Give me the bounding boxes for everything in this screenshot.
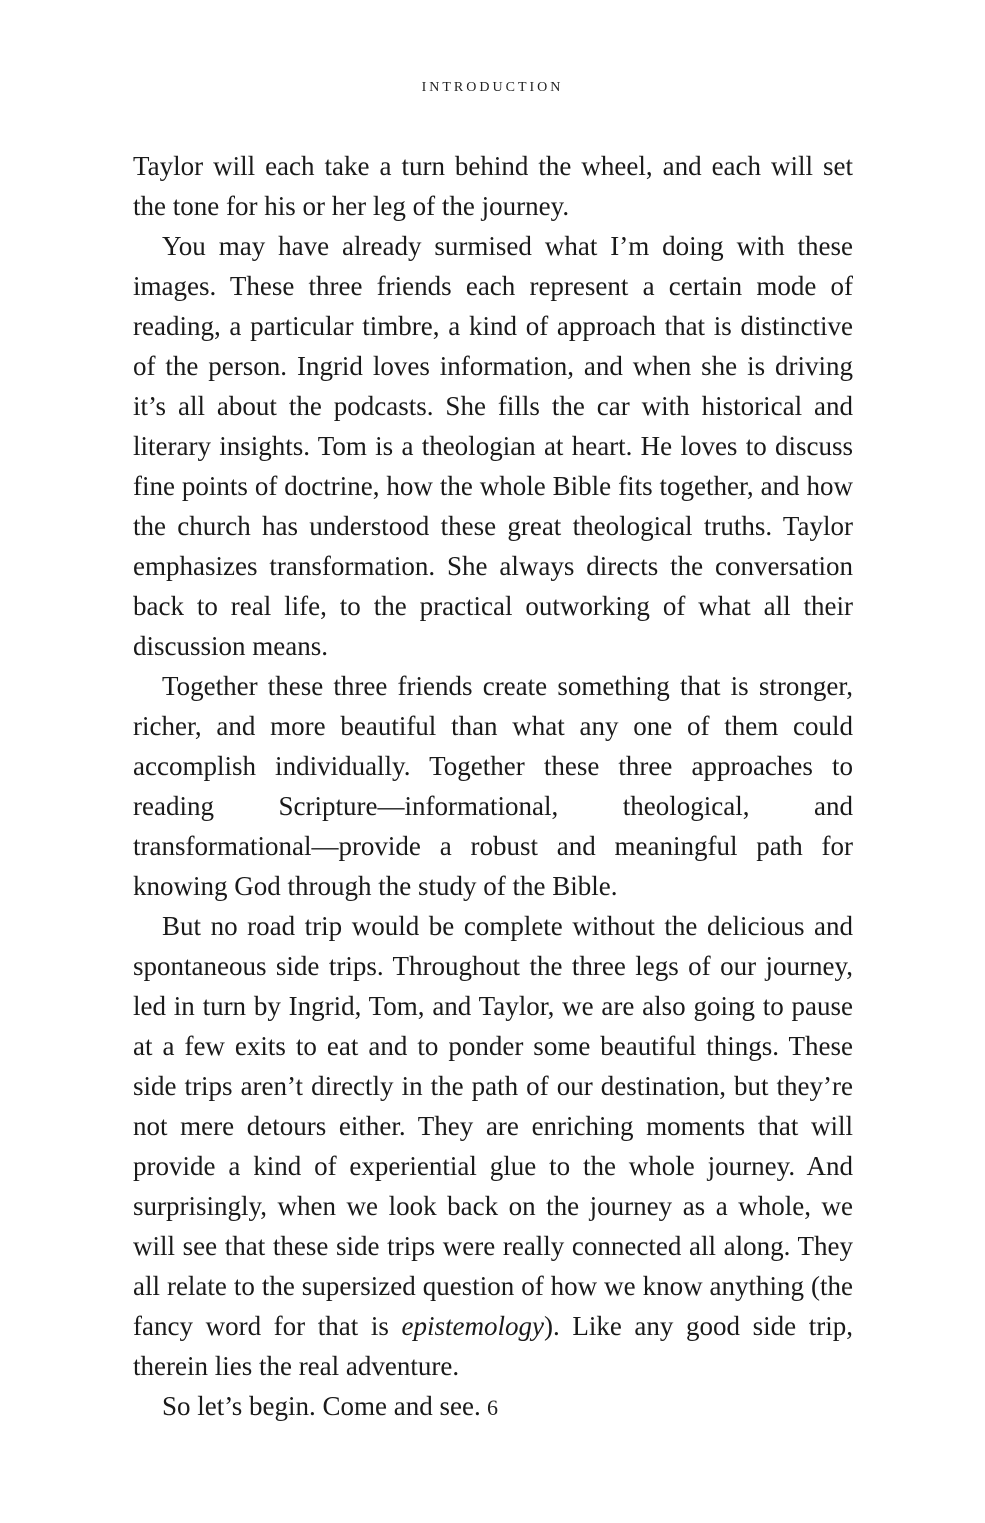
paragraph-2: You may have already surmised what I’m doing with these images. These three friends each represent a certain mode of reading, a particular timbre, a kind of approach that is distinctive of the person. Ingrid loves information, and when she is driving it’s all about the podcasts. She fills the car with historical and literary insights. Tom is a theologian at heart. He loves to discuss fine points of doctrine, how the whole Bible fits together, and how the church has understood these great theological truths. Taylor emphasizes transformation. She always directs the conversation back to real life, to the practical outworking of what all their discussion means. bbox=[133, 231, 853, 661]
closing-line: So let’s begin. Come and see. bbox=[162, 1391, 481, 1421]
epistemology-italic: epistemology bbox=[401, 1311, 544, 1341]
paragraph-3: Together these three friends create something that is stronger, richer, and more beautiful than what any one of them could accomplish individually. Together these three approaches to reading Scripture—informational, theological, and transformational—provide a robust and meaningful path for knowing God through the study of the Bible. bbox=[133, 671, 853, 901]
paragraph-4 bbox=[133, 906, 853, 1386]
paragraph-4-ending: ). Like any good side trip, therein lies the real adventure. bbox=[133, 1311, 853, 1381]
paragraph-1: Taylor will each take a turn behind the wheel, and each will set the tone for his or her leg of the journey. bbox=[133, 151, 853, 221]
body-text bbox=[133, 146, 853, 1426]
running-head: INTRODUCTION bbox=[421, 80, 564, 95]
paragraph-4-text: But no road trip would be complete without the delicious and spontaneous side trips. Throughout the three legs of our journey, led in turn by Ingrid, Tom, and Taylor, we are also going to pause at a few exits to eat and to ponder some beautiful things. These side trips aren’t directly in the path of our destination, but they’re not mere detours either. They are enriching moments that will provide a kind of experiential glue to the whole journey. And surprisingly, when we look back on the journey as a whole, we will see that these side trips were really connected all along. They all relate to the supersized question of how we know anything (the fancy word for that is bbox=[133, 911, 853, 1341]
page-number: 6 bbox=[487, 1395, 498, 1420]
